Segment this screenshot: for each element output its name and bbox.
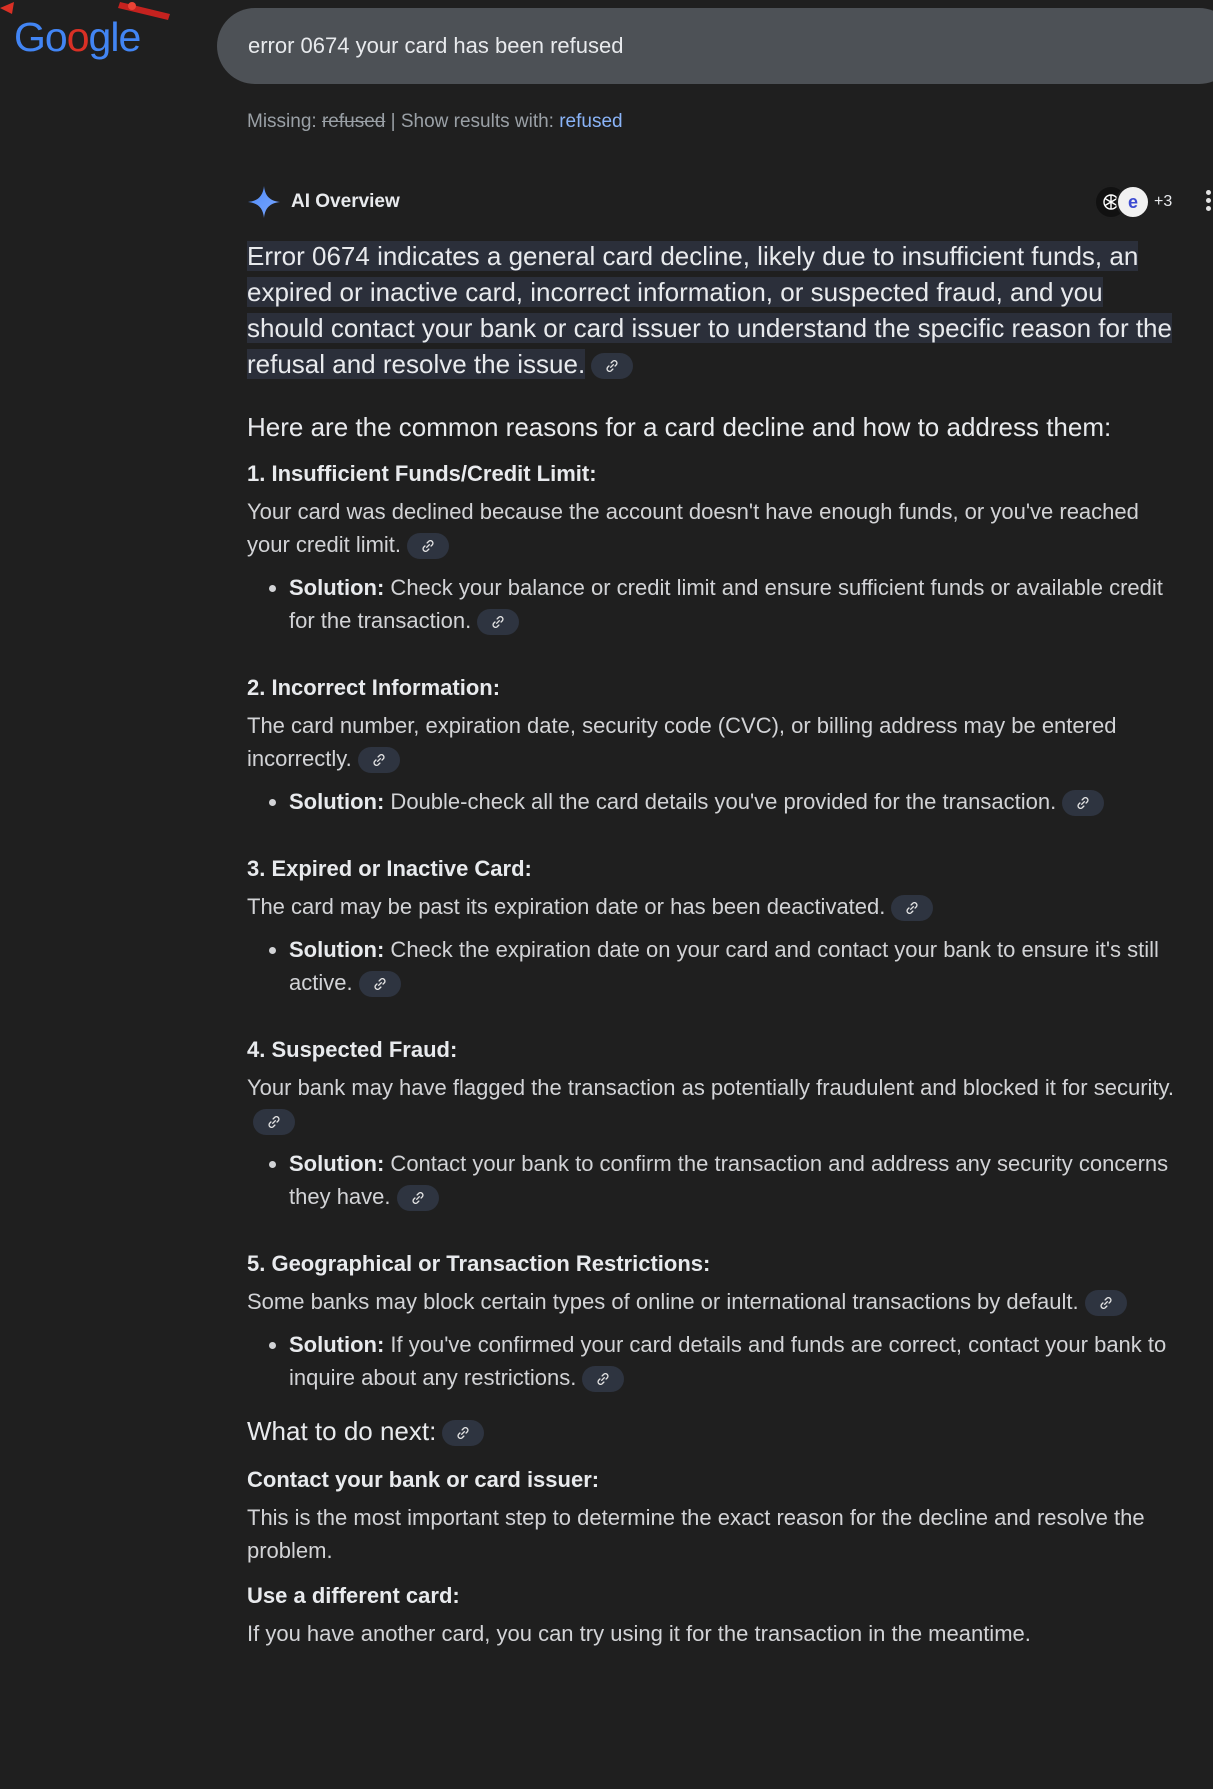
section-text-content: Some banks may block certain types of online or international transactions by default.: [247, 1289, 1079, 1314]
link-icon[interactable]: [253, 1109, 295, 1135]
next-steps-heading: [247, 1416, 1185, 1447]
section-title: 4. Suspected Fraud:: [247, 1037, 458, 1062]
logo-letter: o: [66, 14, 89, 60]
solution-item: [289, 933, 1185, 999]
next-step-text: If you have another card, you can try using it for the transaction in the meantime.: [247, 1621, 1031, 1646]
solution-label: Solution:: [289, 789, 385, 814]
section-title: 3. Expired or Inactive Card:: [247, 856, 532, 881]
next-heading-text: What to do next:: [247, 1416, 437, 1446]
next-step-item: [247, 1467, 1185, 1567]
next-step-item: [247, 1583, 1185, 1650]
solution-item: [289, 571, 1185, 637]
solution-item: [289, 1147, 1185, 1213]
missing-term: refused: [321, 111, 386, 132]
source-avatar-icon[interactable]: e: [1116, 185, 1150, 219]
section-text: [247, 890, 1185, 923]
section-text: [247, 1285, 1185, 1318]
solution-label: Solution:: [289, 1151, 385, 1176]
link-icon[interactable]: [442, 1420, 484, 1446]
link-icon[interactable]: [358, 747, 400, 773]
link-icon[interactable]: [1085, 1290, 1127, 1316]
next-step-text: This is the most important step to determine the exact reason for the decline and resolve the problem.: [247, 1505, 1145, 1563]
logo-letter: e: [118, 14, 141, 60]
solution-text: If you've confirmed your card details and funds are correct, contact your bank to inquire about any restrictions.: [289, 1332, 1167, 1390]
solution-text: Double-check all the card details you've provided for the transaction.: [384, 789, 1057, 814]
link-icon[interactable]: [582, 1366, 624, 1392]
reason-section: [247, 675, 1185, 818]
section-text-content: Your bank may have flagged the transaction as potentially fraudulent and blocked it for security.: [247, 1075, 1175, 1100]
google-logo[interactable]: [0, 0, 170, 80]
logo-letter: G: [14, 14, 45, 60]
solution-label: Solution:: [289, 1332, 385, 1357]
ai-overview-title: AI Overview: [291, 191, 400, 212]
link-icon[interactable]: [397, 1185, 439, 1211]
missing-prefix: Missing:: [247, 111, 322, 132]
solution-text: Contact your bank to confirm the transaction and address any security concerns they have.: [289, 1151, 1169, 1209]
link-icon[interactable]: [591, 353, 633, 379]
next-step-title: Contact your bank or card issuer:: [247, 1467, 600, 1492]
source-avatars[interactable]: [1094, 185, 1172, 219]
section-title: 1. Insufficient Funds/Credit Limit:: [247, 461, 597, 486]
more-vert-icon[interactable]: [1204, 190, 1213, 216]
missing-terms-notice: [247, 111, 623, 133]
reasons-heading: Here are the common reasons for a card decline and how to address them:: [247, 412, 1112, 442]
link-icon[interactable]: [477, 609, 519, 635]
section-text: [247, 495, 1185, 561]
logo-letter: l: [110, 14, 119, 60]
reason-section: [247, 856, 1185, 999]
logo-letter: o: [44, 14, 67, 60]
next-step-title: Use a different card:: [247, 1583, 460, 1608]
solution-item: [289, 785, 1185, 818]
ai-overview-header: [247, 184, 400, 220]
solution-item: [289, 1328, 1185, 1394]
reason-section: [247, 1037, 1185, 1213]
link-icon[interactable]: [407, 533, 449, 559]
search-bar[interactable]: [217, 8, 1213, 84]
section-title: 2. Incorrect Information:: [247, 675, 501, 700]
show-results-with-link[interactable]: refused: [559, 111, 623, 132]
search-query[interactable]: error 0674 your card has been refused: [248, 33, 624, 58]
solution-label: Solution:: [289, 575, 385, 600]
section-text-content: Your card was declined because the account doesn't have enough funds, or you've reached your credit limit.: [247, 499, 1139, 557]
link-icon[interactable]: [1062, 790, 1104, 816]
solution-text: Check the expiration date on your card and contact your bank to ensure it's still active.: [289, 937, 1159, 995]
reason-section: [247, 461, 1185, 637]
lead-paragraph: [247, 238, 1185, 382]
ai-sparkle-icon: [247, 185, 281, 219]
ai-overview-content: [247, 238, 1185, 1666]
section-text: [247, 1071, 1185, 1137]
section-title: 5. Geographical or Transaction Restrictions:: [247, 1251, 711, 1276]
logo-text: [14, 14, 140, 61]
solution-label: Solution:: [289, 937, 385, 962]
link-icon[interactable]: [891, 895, 933, 921]
more-sources-count[interactable]: +3: [1154, 193, 1173, 210]
section-text-content: The card may be past its expiration date or has been deactivated.: [247, 894, 886, 919]
reason-section: [247, 1251, 1185, 1394]
lead-text: Error 0674 indicates a general card decline, likely due to insufficient funds, an expired or inactive card, incorrect information, or suspected fraud, and you should contact your bank or card issuer to understand the specific reason for the refusal and resolve the issue.: [247, 241, 1172, 379]
section-text-content: The card number, expiration date, security code (CVC), or billing address may be entered incorrectly.: [247, 713, 1117, 771]
logo-letter: g: [88, 14, 111, 60]
solution-text: Check your balance or credit limit and ensure sufficient funds or available credit for the transaction.: [289, 575, 1163, 633]
section-text: [247, 709, 1185, 775]
link-icon[interactable]: [359, 971, 401, 997]
missing-separator: | Show results with:: [385, 111, 560, 132]
